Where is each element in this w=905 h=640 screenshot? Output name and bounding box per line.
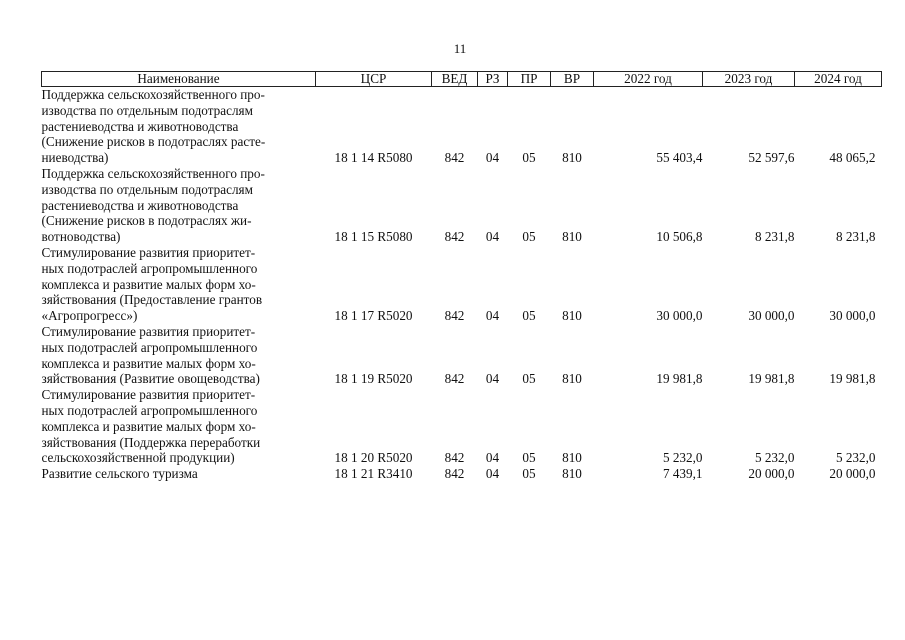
- header-name: Наименование: [42, 72, 316, 87]
- row-rz: 04: [485, 450, 500, 466]
- header-rz: РЗ: [478, 72, 508, 87]
- row-rz: 04: [485, 308, 500, 324]
- row-pr: 05: [522, 150, 536, 166]
- row-vr: 810: [562, 371, 582, 387]
- row-pr: 05: [522, 466, 536, 482]
- table-row: [42, 387, 882, 466]
- row-name: [42, 324, 316, 387]
- table-body: [42, 87, 882, 482]
- row-name-line: комплекса и развитие малых форм хо-: [41, 418, 256, 434]
- row-name-line: изводства по отдельным подотраслям: [41, 102, 253, 118]
- row-name-line: Поддержка сельскохозяйственного про-: [41, 87, 265, 102]
- row-rz: 04: [485, 150, 500, 166]
- row-2024: 30 000,0: [829, 308, 876, 324]
- header-2022: 2022 год: [594, 72, 703, 87]
- row-name-line: ных подотраслей агропромышленного: [41, 260, 258, 276]
- header-ved: ВЕД: [432, 72, 478, 87]
- row-csr: 18 1 20 R5020: [334, 450, 413, 466]
- row-vr: 810: [562, 308, 582, 324]
- row-2022: 19 981,8: [656, 371, 703, 387]
- row-name-line: зяйствования (Предоставление грантов: [41, 292, 263, 308]
- row-2023: 8 231,8: [754, 229, 795, 245]
- row-pr: 05: [522, 371, 536, 387]
- row-name-line: сельскохозяйственной продукции): [41, 450, 235, 466]
- row-name-line: комплекса и развитие малых форм хо-: [41, 276, 256, 292]
- row-vr: 810: [562, 150, 582, 166]
- row-name: [42, 87, 316, 166]
- table-row: [42, 166, 882, 245]
- header-2024: 2024 год: [795, 72, 882, 87]
- row-2024: 19 981,8: [829, 371, 876, 387]
- row-ved: 842: [444, 308, 465, 324]
- row-name-line: «Агропрогресс»): [41, 308, 138, 324]
- row-2023: 5 232,0: [754, 450, 795, 466]
- header-pr: ПР: [508, 72, 551, 87]
- row-csr: 18 1 14 R5080: [334, 150, 413, 166]
- row-name-line: ниеводства): [41, 150, 109, 166]
- row-rz: 04: [485, 371, 500, 387]
- row-name-line: зяйствования (Развитие овощеводства): [41, 371, 260, 387]
- row-2024: 20 000,0: [829, 466, 876, 482]
- row-ved: 842: [444, 371, 465, 387]
- row-2022: 5 232,0: [662, 450, 703, 466]
- row-name-line: ных подотраслей агропромышленного: [41, 402, 258, 418]
- row-name-line: (Снижение рисков в подотраслях жи-: [41, 213, 252, 229]
- row-name: [42, 387, 316, 466]
- row-pr: 05: [522, 229, 536, 245]
- header-2023: 2023 год: [703, 72, 795, 87]
- row-name-line: Стимулирование развития приоритет-: [41, 323, 256, 339]
- row-ved: 842: [444, 229, 465, 245]
- row-name: [42, 166, 316, 245]
- row-name-line: Стимулирование развития приоритет-: [41, 387, 256, 403]
- row-name: [42, 466, 316, 482]
- table-row: [42, 87, 882, 166]
- row-csr: 18 1 21 R3410: [334, 466, 413, 482]
- table-row: [42, 324, 882, 387]
- row-pr: 05: [522, 308, 536, 324]
- row-rz: 04: [485, 466, 500, 482]
- row-2023: 19 981,8: [748, 371, 795, 387]
- row-2023: 30 000,0: [748, 308, 795, 324]
- row-vr: 810: [562, 466, 582, 482]
- row-name-line: Стимулирование развития приоритет-: [41, 244, 256, 260]
- row-name-line: Развитие сельского туризма: [41, 466, 198, 482]
- row-2022: 55 403,4: [656, 150, 703, 166]
- table-row: [42, 466, 882, 482]
- table-header: [42, 72, 882, 87]
- row-2024: 8 231,8: [835, 229, 876, 245]
- row-name-line: изводства по отдельным подотраслям: [41, 181, 253, 197]
- row-pr: 05: [522, 450, 536, 466]
- row-name-line: ных подотраслей агропромышленного: [41, 339, 258, 355]
- row-ved: 842: [444, 466, 465, 482]
- header-vr: ВР: [551, 72, 594, 87]
- header-csr: ЦСР: [316, 72, 432, 87]
- row-name-line: растениеводства и животноводства: [41, 197, 239, 213]
- row-name-line: (Снижение рисков в подотраслях расте-: [41, 134, 266, 150]
- row-2022: 10 506,8: [656, 229, 703, 245]
- row-2024: 5 232,0: [835, 450, 876, 466]
- row-name-line: растениеводства и животноводства: [41, 118, 239, 134]
- page-number: 11: [453, 41, 467, 56]
- row-csr: 18 1 15 R5080: [334, 229, 413, 245]
- row-ved: 842: [444, 450, 465, 466]
- row-2022: 7 439,1: [662, 466, 703, 482]
- row-name-line: вотноводства): [41, 229, 121, 245]
- row-rz: 04: [485, 229, 500, 245]
- row-vr: 810: [562, 229, 582, 245]
- row-2023: 52 597,6: [748, 150, 795, 166]
- row-name-line: комплекса и развитие малых форм хо-: [41, 355, 256, 371]
- row-csr: 18 1 19 R5020: [334, 371, 413, 387]
- table-row: [42, 245, 882, 324]
- row-name-line: зяйствования (Поддержка переработки: [41, 434, 261, 450]
- row-2023: 20 000,0: [748, 466, 795, 482]
- row-2022: 30 000,0: [656, 308, 703, 324]
- row-csr: 18 1 17 R5020: [334, 308, 413, 324]
- row-name-line: Поддержка сельскохозяйственного про-: [41, 165, 265, 181]
- row-2024: 48 065,2: [829, 150, 876, 166]
- row-name: [42, 245, 316, 324]
- row-vr: 810: [562, 450, 582, 466]
- row-ved: 842: [444, 150, 465, 166]
- budget-table: [41, 71, 882, 482]
